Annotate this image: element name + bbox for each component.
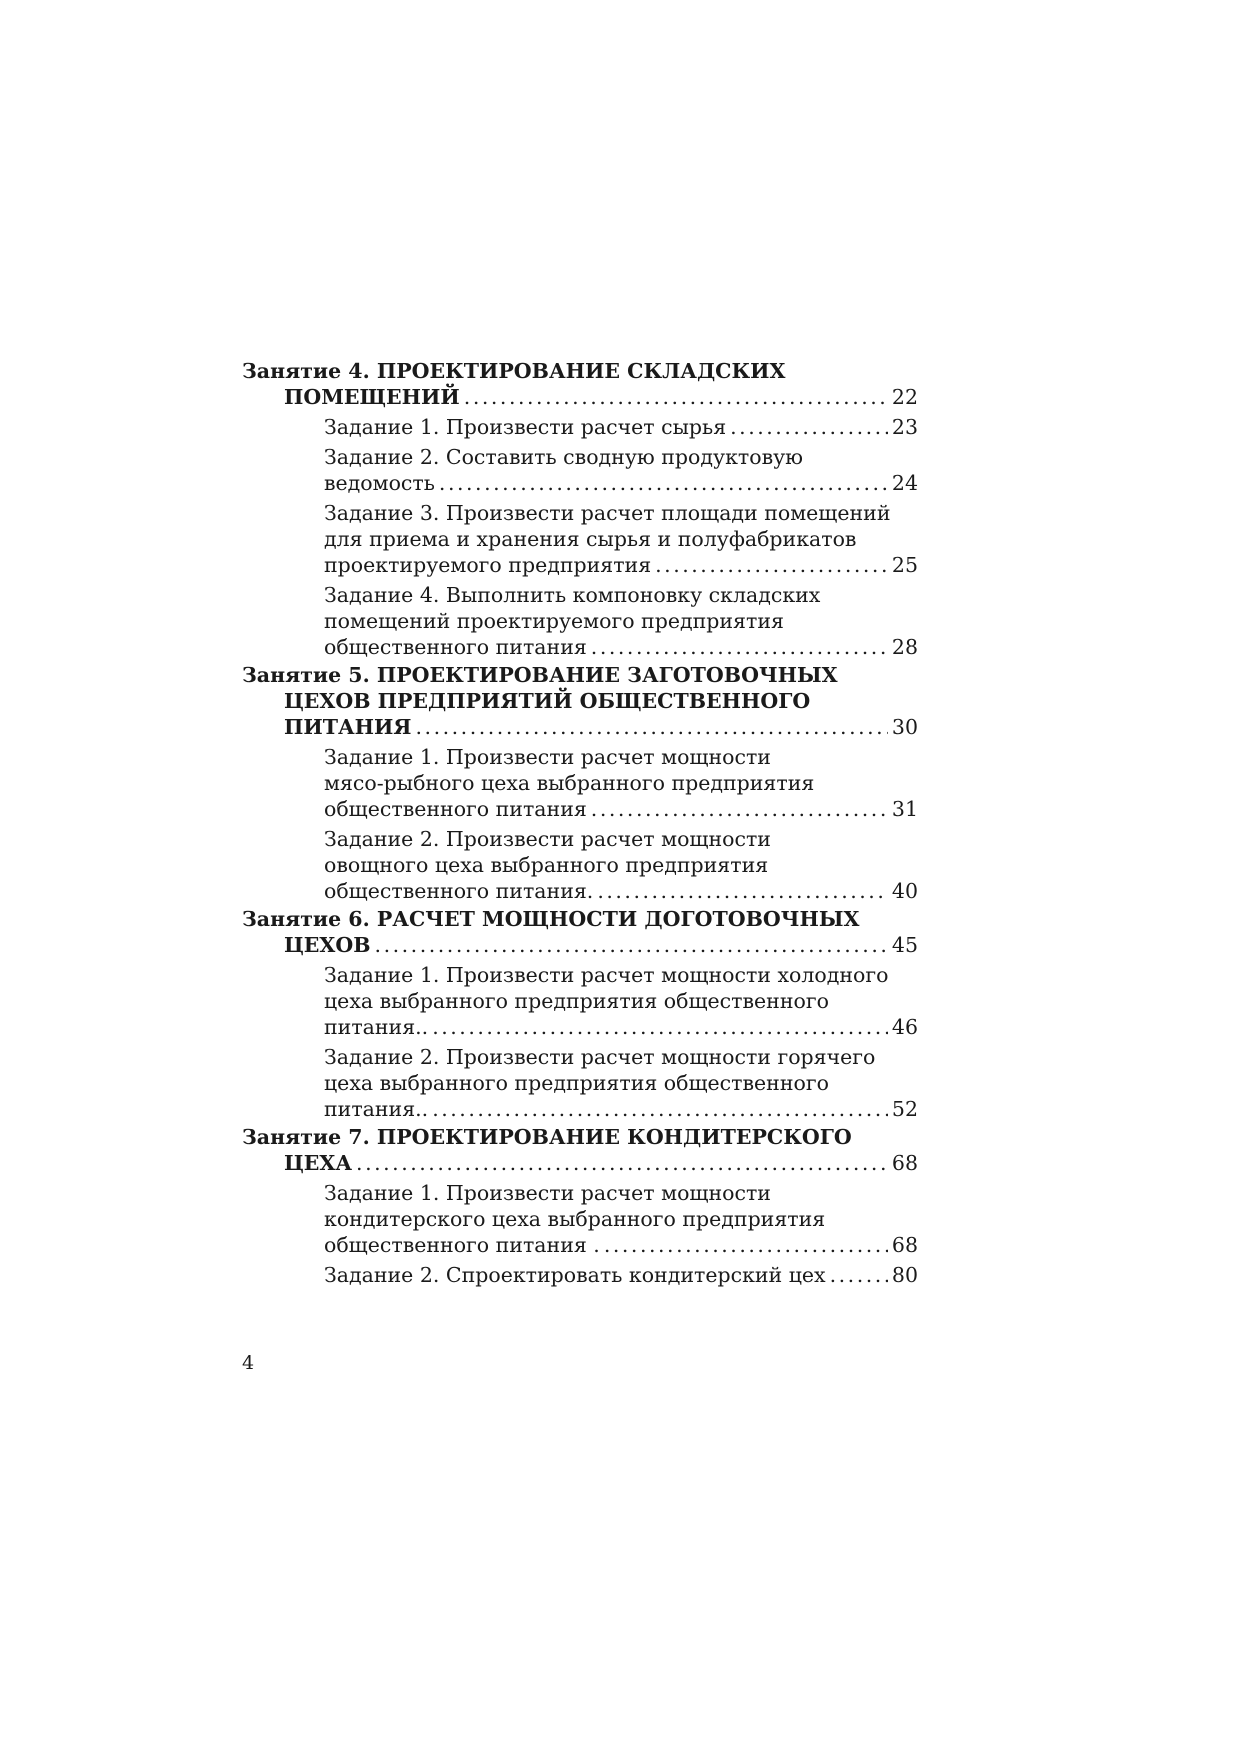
entry-text: Задание 1. Произвести расчет мощности (324, 745, 771, 769)
task-entry (242, 744, 918, 822)
page-number: 4 (242, 1352, 255, 1374)
entry-text: общественного питания (324, 797, 587, 821)
lesson-section (242, 1124, 918, 1288)
task-title-line (242, 582, 918, 608)
dot-leader (830, 1262, 888, 1288)
entry-page-number: 68 (891, 1233, 918, 1257)
task-title-line (242, 470, 918, 496)
task-title-line (242, 634, 918, 660)
entry-text: ЦЕХА (284, 1151, 353, 1175)
dot-leader (591, 634, 888, 660)
entry-text: питания.. (324, 1097, 429, 1121)
entry-text: Занятие 4. ПРОЕКТИРОВАНИЕ СКЛАДСКИХ (242, 359, 786, 383)
entry-text: помещений проектируемого предприятия (324, 609, 784, 633)
task-entry (242, 1262, 918, 1288)
entry-text: ПИТАНИЯ (284, 715, 412, 739)
entry-text: проектируемого предприятия (324, 553, 652, 577)
task-title-line (242, 878, 918, 904)
task-title-line (242, 1014, 918, 1040)
task-entry (242, 444, 918, 496)
lesson-heading (242, 906, 918, 958)
task-title-line (242, 826, 918, 852)
entry-text: овощного цеха выбранного предприятия (324, 853, 769, 877)
dot-leader (655, 552, 888, 578)
entry-text: питания.. (324, 1015, 429, 1039)
lesson-title-line (242, 1150, 918, 1176)
entry-text: ведомость (324, 471, 435, 495)
task-title-line (242, 744, 918, 770)
task-title-line (242, 1206, 918, 1232)
lesson-heading (242, 1124, 918, 1176)
task-title-line (242, 1070, 918, 1096)
task-entry (242, 500, 918, 578)
lesson-section (242, 662, 918, 904)
entry-text: Задание 1. Произвести расчет сырья (324, 415, 727, 439)
dot-leader (591, 796, 888, 822)
task-title-line (242, 1044, 918, 1070)
task-title-line (242, 1262, 918, 1288)
entry-page-number: 40 (891, 879, 918, 903)
task-title-line (242, 1096, 918, 1122)
dot-leader (416, 714, 888, 740)
lesson-heading (242, 662, 918, 740)
task-title-line (242, 962, 918, 988)
entry-text: ЦЕХОВ (284, 933, 371, 957)
dot-leader (730, 414, 888, 440)
lesson-section (242, 906, 918, 1122)
dot-leader (432, 1014, 888, 1040)
entry-page-number: 45 (891, 933, 918, 957)
task-title-line (242, 770, 918, 796)
entry-text: для приема и хранения сырья и полуфабрикатов (324, 527, 857, 551)
entry-text: общественного питания (324, 635, 587, 659)
dot-leader (597, 878, 888, 904)
task-title-line (242, 796, 918, 822)
entry-page-number: 46 (891, 1015, 918, 1039)
dot-leader (464, 384, 888, 410)
lesson-title-line (242, 906, 918, 932)
entry-text: мясо-рыбного цеха выбранного предприятия (324, 771, 815, 795)
entry-page-number: 22 (891, 385, 918, 409)
entry-text: Задание 2. Спроектировать кондитерский цех (324, 1263, 826, 1287)
entry-text: Занятие 7. ПРОЕКТИРОВАНИЕ КОНДИТЕРСКОГО (242, 1125, 852, 1149)
entry-text: Задание 2. Составить сводную продуктовую (324, 445, 804, 469)
entry-page-number: 24 (891, 471, 918, 495)
lesson-title-line (242, 358, 918, 384)
task-title-line (242, 414, 918, 440)
entry-text: цеха выбранного предприятия общественного (324, 989, 829, 1013)
task-entry (242, 826, 918, 904)
task-title-line (242, 1180, 918, 1206)
dot-leader (604, 1232, 888, 1258)
entry-page-number: 28 (891, 635, 918, 659)
entry-text: цеха выбранного предприятия общественного (324, 1071, 829, 1095)
task-entry (242, 962, 918, 1040)
lesson-heading (242, 358, 918, 410)
entry-text: Задание 1. Произвести расчет мощности (324, 1181, 771, 1205)
entry-text: Задание 2. Произвести расчет мощности (324, 827, 771, 851)
entry-page-number: 80 (891, 1263, 918, 1287)
entry-text: ПОМЕЩЕНИЙ (284, 385, 460, 409)
task-entry (242, 582, 918, 660)
task-title-line (242, 526, 918, 552)
task-title-line (242, 988, 918, 1014)
task-entry (242, 1180, 918, 1258)
task-entry (242, 1044, 918, 1122)
task-entry (242, 414, 918, 440)
dot-leader (432, 1096, 888, 1122)
entry-page-number: 30 (891, 715, 918, 739)
task-title-line (242, 500, 918, 526)
entry-page-number: 25 (891, 553, 918, 577)
lesson-title-line (242, 1124, 918, 1150)
entry-page-number: 23 (891, 415, 918, 439)
lesson-title-line (242, 384, 918, 410)
lesson-section (242, 358, 918, 660)
entry-text: Задание 2. Произвести расчет мощности горячего (324, 1045, 876, 1069)
dot-leader (375, 932, 888, 958)
task-title-line (242, 552, 918, 578)
entry-text: общественного питания. (324, 879, 594, 903)
entry-text: общественного питания . (324, 1233, 600, 1257)
entry-text: кондитерского цеха выбранного предприятия (324, 1207, 826, 1231)
entry-page-number: 31 (891, 797, 918, 821)
lesson-title-line (242, 932, 918, 958)
lesson-title-line (242, 662, 918, 688)
dot-leader (439, 470, 888, 496)
dot-leader (356, 1150, 888, 1176)
task-title-line (242, 852, 918, 878)
entry-text: Задание 3. Произвести расчет площади помещений (324, 501, 891, 525)
task-title-line (242, 444, 918, 470)
table-of-contents (242, 358, 918, 1288)
entry-text: ЦЕХОВ ПРЕДПРИЯТИЙ ОБЩЕСТВЕННОГО (284, 689, 811, 713)
lesson-title-line (242, 688, 918, 714)
entry-text: Занятие 6. РАСЧЕТ МОЩНОСТИ ДОГОТОВОЧНЫХ (242, 907, 860, 931)
entry-page-number: 52 (891, 1097, 918, 1121)
lesson-title-line (242, 714, 918, 740)
entry-text: Задание 1. Произвести расчет мощности холодного (324, 963, 889, 987)
entry-page-number: 68 (891, 1151, 918, 1175)
entry-text: Занятие 5. ПРОЕКТИРОВАНИЕ ЗАГОТОВОЧНЫХ (242, 663, 838, 687)
task-title-line (242, 1232, 918, 1258)
entry-text: Задание 4. Выполнить компоновку складских (324, 583, 821, 607)
task-title-line (242, 608, 918, 634)
